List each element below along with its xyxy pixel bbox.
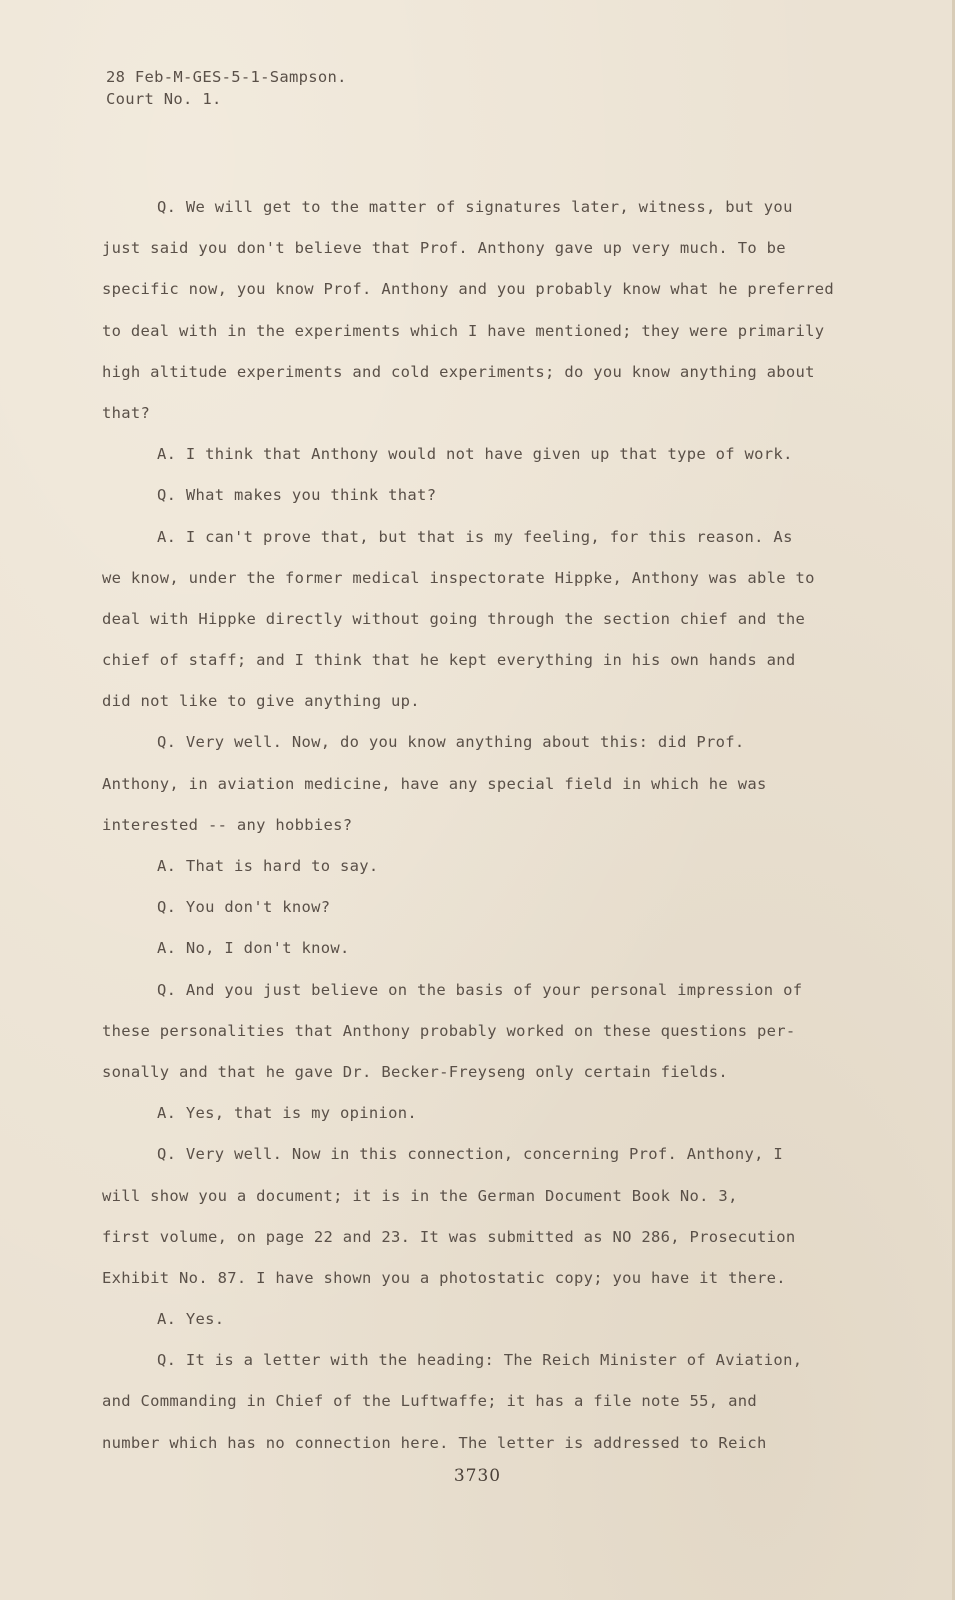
- transcript-line: Q. Very well. Now in this connection, concerning Prof. Anthony, I: [157, 1145, 784, 1164]
- transcript-line: sonally and that he gave Dr. Becker-Freyseng only certain fields.: [102, 1062, 729, 1081]
- transcript-body: [102, 187, 862, 1464]
- transcript-line: A. I think that Anthony would not have given up that type of work.: [157, 445, 793, 464]
- transcript-line: Q. It is a letter with the heading: The Reich Minister of Aviation,: [157, 1351, 803, 1370]
- transcript-line: A. I can't prove that, but that is my feeling, for this reason. As: [157, 527, 793, 546]
- transcript-line: deal with Hippke directly without going through the section chief and the: [102, 609, 806, 628]
- transcript-line: Exhibit No. 87. I have shown you a photostatic copy; you have it there.: [102, 1268, 786, 1287]
- transcript-line: Q. You don't know?: [157, 898, 331, 917]
- page-number: 3730: [453, 1466, 502, 1486]
- transcript-line: A. No, I don't know.: [157, 939, 350, 958]
- header-reference: 28 Feb-M-GES-5-1-Sampson.: [106, 68, 347, 86]
- transcript-line: Q. We will get to the matter of signatures later, witness, but you: [157, 198, 793, 216]
- transcript-line: interested -- any hobbies?: [102, 815, 353, 834]
- transcript-line: A. Yes.: [157, 1310, 225, 1329]
- header-court: Court No. 1.: [106, 90, 222, 108]
- transcript-line: chief of staff; and I think that he kept everything in his own hands and: [102, 651, 796, 670]
- transcript-line: that?: [102, 403, 151, 422]
- transcript-line: high altitude experiments and cold experiments; do you know anything about: [102, 362, 815, 381]
- transcript-line: number which has no connection here. The letter is addressed to Reich: [102, 1433, 767, 1452]
- transcript-line: just said you don't believe that Prof. Anthony gave up very much. To be: [102, 239, 786, 258]
- transcript-line: specific now, you know Prof. Anthony and you probably know what he preferred: [102, 280, 835, 299]
- transcript-line: and Commanding in Chief of the Luftwaffe; it has a file note 55, and: [102, 1392, 757, 1411]
- transcript-line: first volume, on page 22 and 23. It was submitted as NO 286, Prosecution: [102, 1227, 796, 1246]
- transcript-line: did not like to give anything up.: [102, 692, 420, 711]
- transcript-line: Anthony, in aviation medicine, have any special field in which he was: [102, 774, 767, 793]
- transcript-line: Q. What makes you think that?: [157, 486, 437, 505]
- document-header: [106, 66, 347, 110]
- transcript-line: Q. Very well. Now, do you know anything about this: did Prof.: [157, 733, 745, 752]
- transcript-line: A. Yes, that is my opinion.: [157, 1104, 418, 1123]
- transcript-line: will show you a document; it is in the German Document Book No. 3,: [102, 1186, 738, 1205]
- transcript-line: to deal with in the experiments which I have mentioned; they were primarily: [102, 321, 825, 340]
- transcript-line: these personalities that Anthony probably worked on these questions per-: [102, 1021, 796, 1040]
- transcript-line: we know, under the former medical inspectorate Hippke, Anthony was able to: [102, 568, 815, 587]
- transcript-line: A. That is hard to say.: [157, 857, 379, 875]
- transcript-line: Q. And you just believe on the basis of your personal impression of: [157, 980, 803, 999]
